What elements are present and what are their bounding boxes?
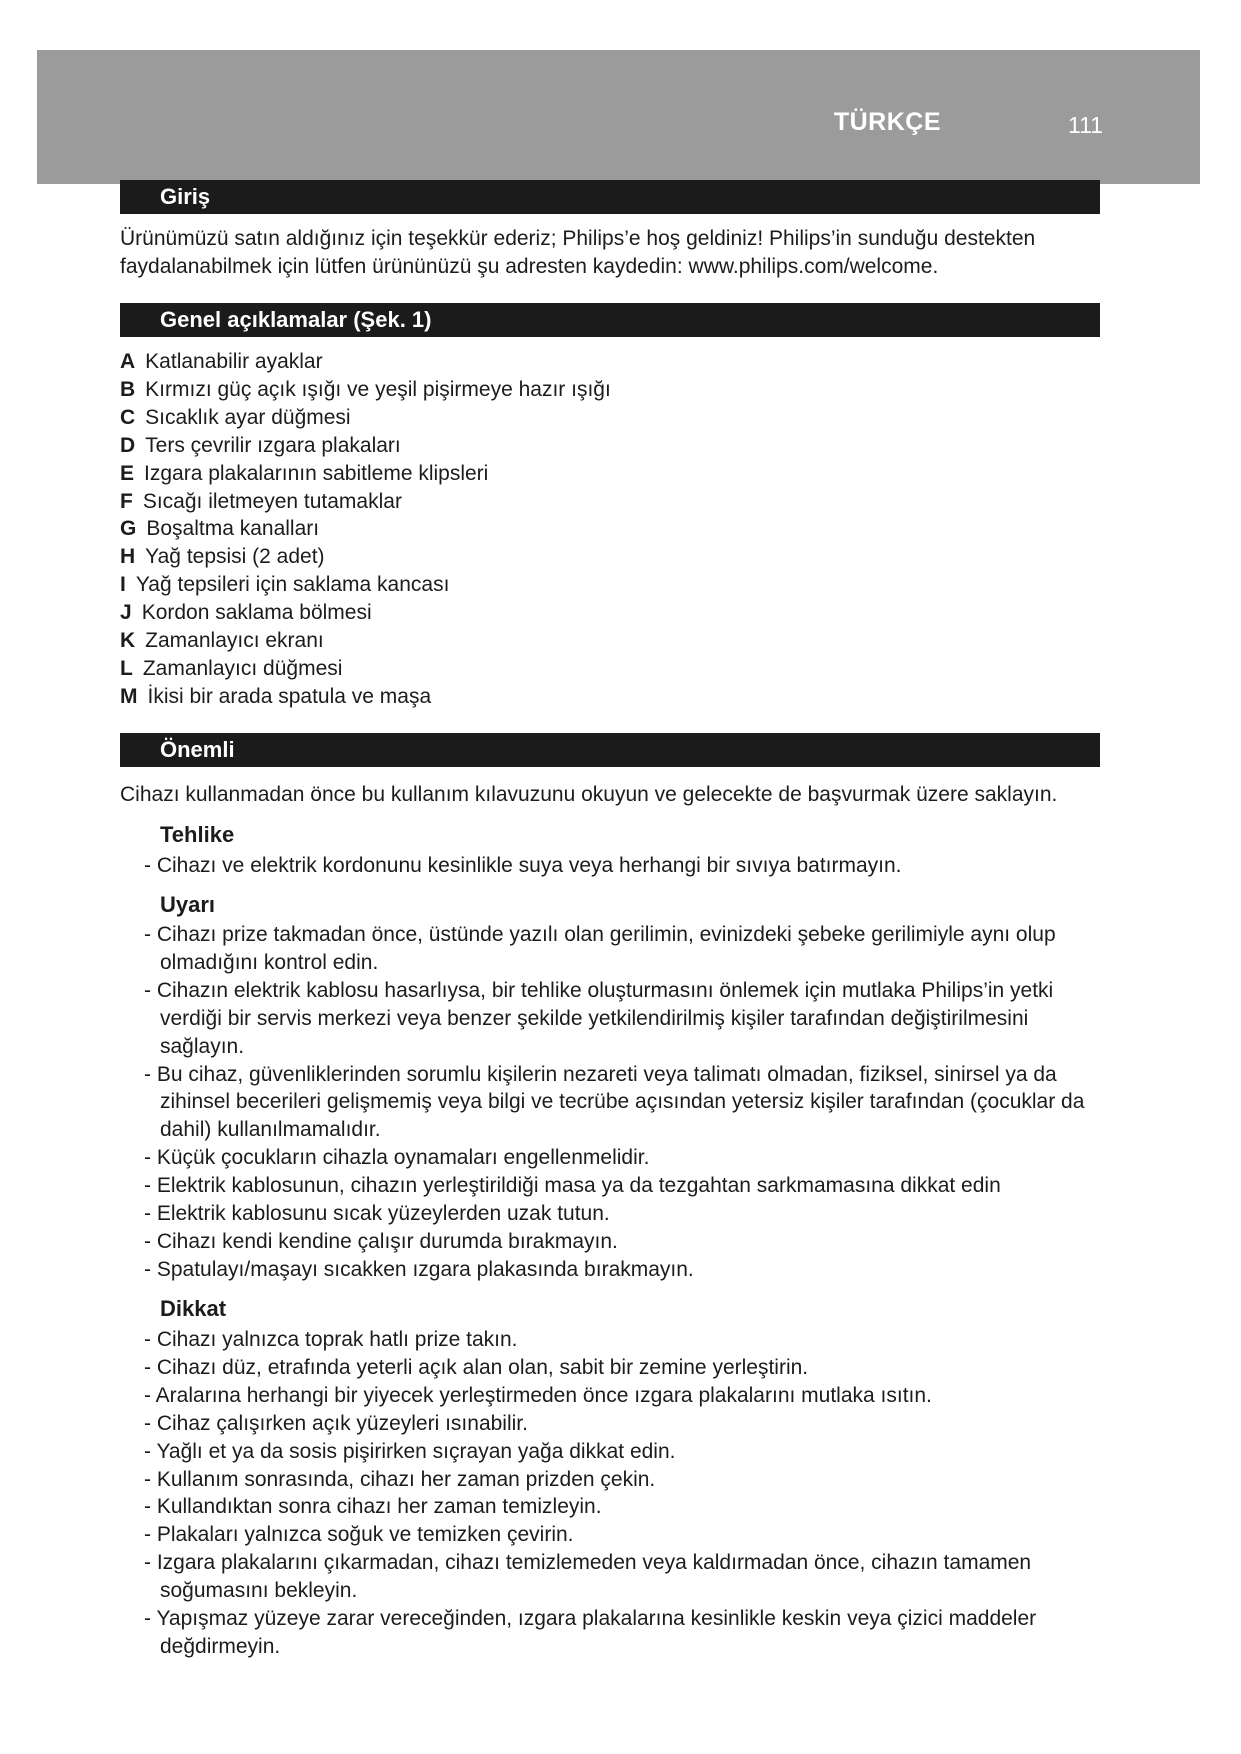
parts-list-item [120, 571, 611, 599]
item-text: Yapışmaz yüzeye zarar vereceğinden, ızgara plakalarına kesinlikle keskin veya çizici maddeler değdirmeyin. [156, 1607, 1037, 1658]
item-text: Cihazın elektrik kablosu hasarlıysa, bir tehlike oluşturmasını önlemek için mutlaka Philips’in yetki verdiği bir servis merkezi veya benzer şekilde yetkilendirilmiş kişiler tarafından değiştirilmesini sağlayın. [156, 978, 1054, 1058]
part-letter: M [120, 684, 138, 708]
warning-list-item: - Elektrik kablosunun, cihazın yerleştirildiği masa ya da tezgahtan sarkmamasına dikkat edin [144, 1174, 1001, 1198]
warning-list-item: - Cihazı kendi kendine çalışır durumda bırakmayın. [144, 1229, 618, 1253]
item-text: Cihazı prize takmadan önce, üstünde yazılı olan gerilimin, evinizdeki şebeke gerilimiyle aynı olup olmadığını kontrol edin. [156, 923, 1056, 974]
part-letter: J [120, 601, 132, 625]
part-description: Zamanlayıcı düğmesi [142, 656, 343, 680]
warning-list-item: - Spatulayı/maşayı sıcakken ızgara plakasında bırakmayın. [144, 1257, 694, 1281]
part-letter: F [120, 489, 133, 513]
part-letter: K [120, 629, 136, 653]
part-letter: L [120, 656, 133, 680]
caution-list-item: - Cihaz çalışırken açık yüzeyleri ısınabilir. [144, 1411, 528, 1435]
item-text: Spatulayı/maşayı sıcakken ızgara plakasında bırakmayın. [156, 1257, 694, 1281]
part-description: Zamanlayıcı ekranı [145, 629, 324, 653]
caution-heading: Dikkat [160, 1296, 227, 1321]
part-description: Boşaltma kanalları [146, 517, 320, 541]
item-text: Elektrik kablosunun, cihazın yerleştirildiği masa ya da tezgahtan sarkmamasına dikkat edin [156, 1174, 1001, 1198]
caution-list-item: - Cihazı yalnızca toprak hatlı prize takın. [144, 1328, 518, 1351]
part-letter: D [120, 433, 136, 457]
warning-list [134, 921, 1089, 1284]
part-description: Ters çevrilir ızgara plakaları [145, 433, 401, 457]
part-letter: A [120, 350, 136, 373]
parts-list-item [120, 683, 611, 711]
parts-list-item [120, 627, 611, 655]
caution-list-item: - Kullandıktan sonra cihazı her zaman temizleyin. [144, 1495, 602, 1519]
danger-list [134, 852, 1089, 880]
item-text: Aralarına herhangi bir yiyecek yerleştirmeden önce ızgara plakalarını mutlaka ısıtın. [155, 1383, 932, 1407]
important-intro-paragraph: Cihazı kullanmadan önce bu kullanım kılavuzunu okuyun ve gelecekte de başvurmak üzere saklayın. [120, 783, 1058, 806]
parts-list-item [120, 460, 611, 488]
parts-list-item [120, 655, 611, 683]
item-text: Plakaları yalnızca soğuk ve temizken çevirin. [156, 1523, 574, 1547]
warning-list-item: - Bu cihaz, güvenliklerinden sorumlu kişilerin nezareti veya talimatı olmadan, fiziksel, sinirsel ya da zihinsel becerileri gelişmemiş veya bilgi ve tecrübe açısından yetersiz kişiler tarafından (çocuklar da dahil) kullanılmamalıdır. [144, 1062, 1085, 1142]
item-text: Elektrik kablosunu sıcak yüzeylerden uzak tutun. [156, 1202, 610, 1226]
language-label: TÜRKÇE [833, 108, 941, 136]
item-text: Cihazı kendi kendine çalışır durumda bırakmayın. [156, 1229, 618, 1253]
danger-list-item: - Cihazı ve elektrik kordonunu kesinlikle suya veya herhangi bir sıvıya batırmayın. [144, 854, 902, 877]
caution-list [134, 1326, 1089, 1661]
parts-list-item [120, 404, 611, 432]
header-band [37, 50, 1200, 184]
caution-list-item: - Cihazı düz, etrafında yeterli açık alan olan, sabit bir zemine yerleştirin. [144, 1355, 809, 1379]
item-text: Bu cihaz, güvenliklerinden sorumlu kişilerin nezareti veya talimatı olmadan, fiziksel, sinirsel ya da zihinsel becerileri gelişmemiş veya bilgi ve tecrübe açısından yetersiz kişiler tarafından (çocuklar da dahil) kullanılmamalıdır. [156, 1062, 1085, 1142]
warning-list-item: - Cihazın elektrik kablosu hasarlıysa, bir tehlike oluşturmasını önlemek için mutlaka Philips’in yetki verdiği bir servis merkezi veya benzer şekilde yetkilendirilmiş kişiler tarafından değiştirilmesini sağlayın. [144, 978, 1054, 1058]
section-heading-intro: Giriş [120, 180, 1100, 214]
part-description: Kırmızı güç açık ışığı ve yeşil pişirmeye hazır ışığı [145, 377, 611, 401]
part-description: Katlanabilir ayaklar [145, 350, 323, 373]
item-text: Izgara plakalarını çıkarmadan, cihazı temizlemeden veya kaldırmadan önce, cihazın tamamen soğumasını bekleyin. [156, 1551, 1032, 1603]
parts-list-item [120, 348, 611, 376]
item-text: Kullanım sonrasında, cihazı her zaman prizden çekin. [156, 1467, 656, 1491]
item-text: Yağlı et ya da sosis pişirirken sıçrayan yağa dikkat edin. [156, 1439, 676, 1463]
item-text: Cihazı düz, etrafında yeterli açık alan olan, sabit bir zemine yerleştirin. [156, 1355, 809, 1379]
item-text: Cihazı ve elektrik kordonunu kesinlikle suya veya herhangi bir sıvıya batırmayın. [156, 854, 902, 877]
warning-list-item: - Cihazı prize takmadan önce, üstünde yazılı olan gerilimin, evinizdeki şebeke gerilimiyle aynı olup olmadığını kontrol edin. [144, 923, 1056, 974]
item-text: Kullandıktan sonra cihazı her zaman temizleyin. [156, 1495, 602, 1519]
part-description: Yağ tepsisi (2 adet) [145, 545, 325, 569]
item-text: Cihazı yalnızca toprak hatlı prize takın. [156, 1328, 518, 1351]
part-description: Kordon saklama bölmesi [141, 601, 372, 625]
section-heading-important: Önemli [120, 733, 1100, 767]
warning-list-item: - Küçük çocukların cihazla oynamaları engellenmelidir. [144, 1146, 650, 1170]
page-number: 111 [1068, 112, 1103, 138]
parts-list-item [120, 599, 611, 627]
item-text: Küçük çocukların cihazla oynamaları engellenmelidir. [156, 1146, 650, 1170]
part-description: Izgara plakalarının sabitleme klipsleri [144, 461, 489, 485]
caution-list-item: - Yağlı et ya da sosis pişirirken sıçrayan yağa dikkat edin. [144, 1439, 676, 1463]
part-description: Yağ tepsileri için saklama kancası [135, 573, 450, 597]
caution-list-item: - Izgara plakalarını çıkarmadan, cihazı temizlemeden veya kaldırmadan önce, cihazın tamamen soğumasını bekleyin. [144, 1551, 1032, 1603]
caution-list-item: - Plakaları yalnızca soğuk ve temizken çevirin. [144, 1523, 574, 1547]
part-letter: I [120, 573, 126, 597]
danger-heading: Tehlike [160, 822, 235, 847]
parts-list-item [120, 515, 611, 543]
part-letter: E [120, 461, 135, 485]
part-letter: C [120, 405, 136, 429]
section-heading-general: Genel açıklamalar (Şek. 1) [120, 303, 1100, 337]
part-letter: H [120, 545, 136, 569]
caution-list-item: - Aralarına herhangi bir yiyecek yerleştirmeden önce ızgara plakalarını mutlaka ısıtın. [144, 1383, 932, 1407]
part-letter: G [120, 517, 137, 541]
caution-list-item: - Yapışmaz yüzeye zarar vereceğinden, ızgara plakalarına kesinlikle keskin veya çizici maddeler değdirmeyin. [144, 1607, 1037, 1658]
parts-list-item [120, 488, 611, 516]
warning-heading: Uyarı [160, 892, 216, 917]
parts-list-item [120, 543, 611, 571]
warning-list-item: - Elektrik kablosunu sıcak yüzeylerden uzak tutun. [144, 1202, 610, 1226]
parts-list [120, 348, 611, 711]
parts-list-item [120, 432, 611, 460]
part-description: Sıcağı iletmeyen tutamaklar [142, 489, 402, 513]
part-letter: B [120, 377, 136, 401]
part-description: İkisi bir arada spatula ve maşa [147, 684, 432, 708]
intro-paragraph: Ürünümüzü satın aldığınız için teşekkür ederiz; Philips’e hoş geldiniz! Philips’in sunduğu destekten faydalanabilmek için lütfen ürününüzü şu adresten kaydedin: www.philips.com/welcome. [120, 227, 1036, 278]
parts-list-item [120, 376, 611, 404]
item-text: Cihaz çalışırken açık yüzeyleri ısınabilir. [156, 1411, 528, 1435]
part-description: Sıcaklık ayar düğmesi [145, 405, 351, 429]
caution-list-item: - Kullanım sonrasında, cihazı her zaman prizden çekin. [144, 1467, 656, 1491]
